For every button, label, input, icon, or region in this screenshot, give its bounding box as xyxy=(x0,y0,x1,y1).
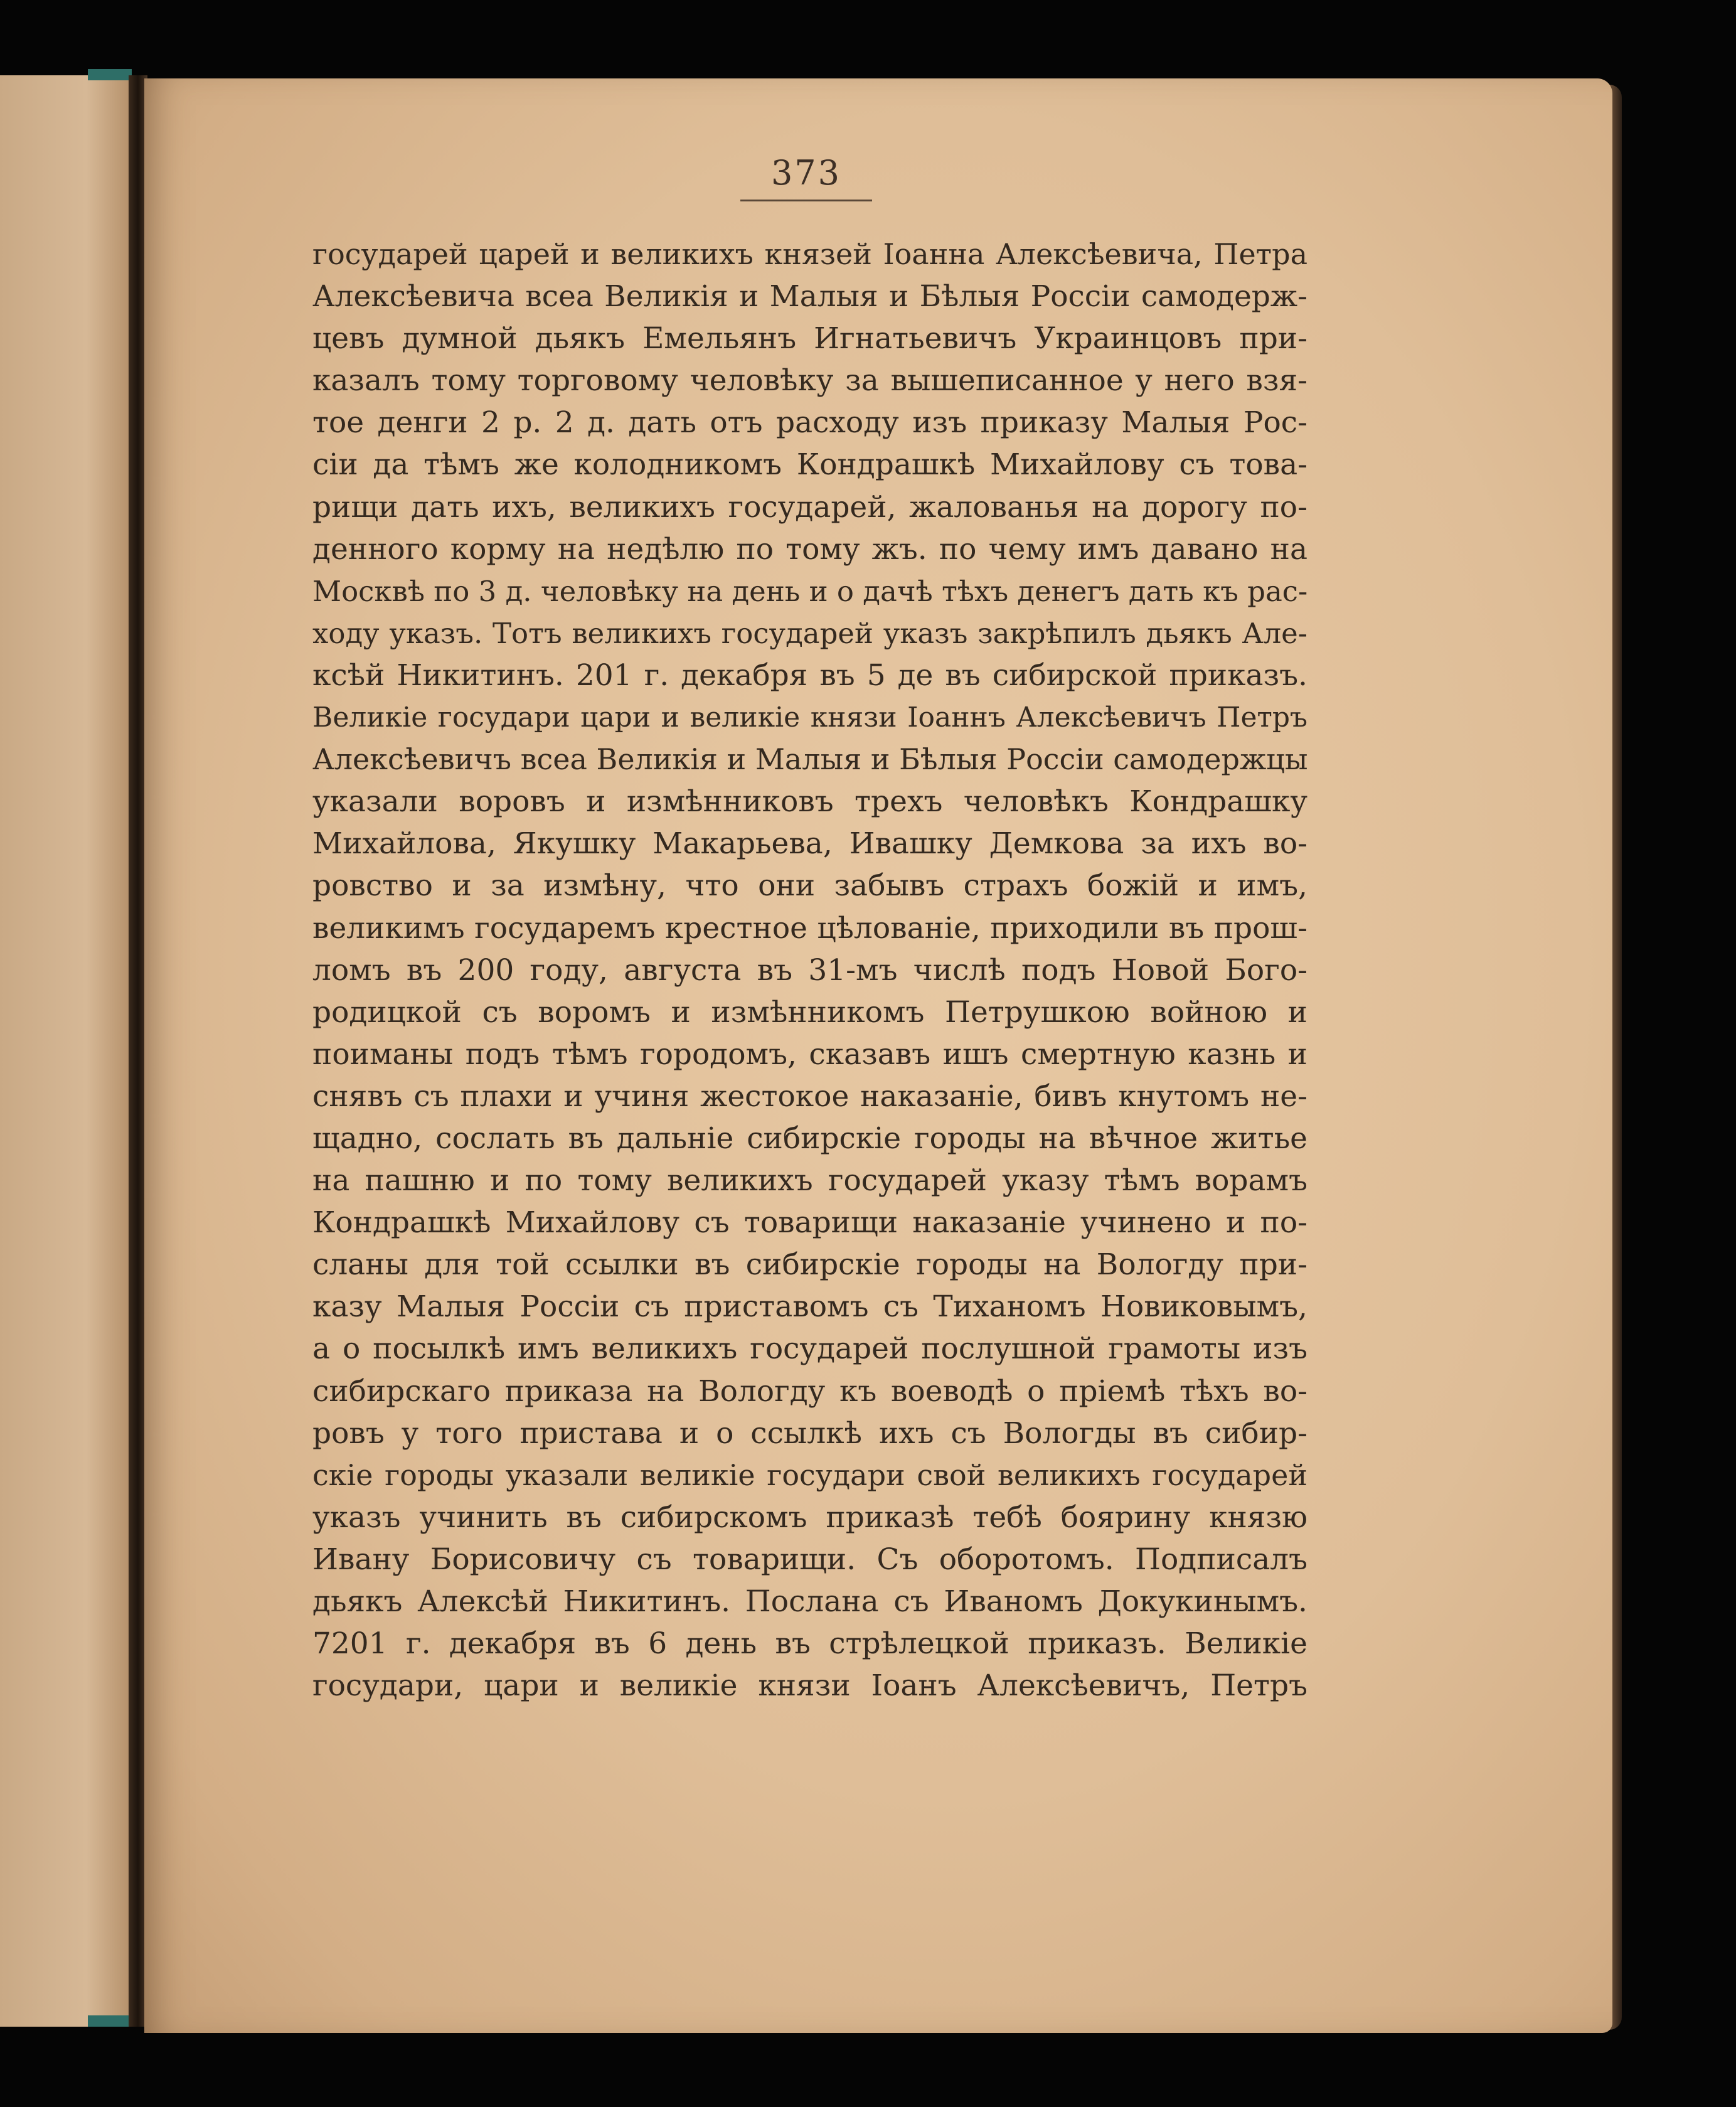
text-line: Алексѣевичъ всеа Великія и Малыя и Бѣлыя Россіи самодержцы xyxy=(312,742,1308,777)
text-line: ходу указъ. Тотъ великихъ государей указъ закрѣпилъ дьякъ Але- xyxy=(312,616,1307,650)
text-line: цевъ думной дьякъ Емельянъ Игнатьевичъ Украинцовъ при- xyxy=(312,321,1307,356)
text-line: 7201 г. декабря въ 6 день въ стрѣлецкой приказъ. Великіе xyxy=(312,1626,1307,1662)
text-line: поиманы подъ тѣмъ городомъ, сказавъ ишъ смертную казнь и xyxy=(312,1037,1307,1072)
text-line: дьякъ Алексѣй Никитинъ. Послана съ Иваномъ Докукинымъ. xyxy=(312,1584,1307,1619)
spine-cloth-top xyxy=(88,69,132,80)
spine-cloth-bottom xyxy=(88,2015,132,2027)
text-line: снявъ съ плахи и учиня жестокое наказаніе, бивъ кнутомъ не- xyxy=(312,1079,1307,1114)
text-line: государи, цари и великіе князи Іоанъ Алексѣевичъ, Петръ xyxy=(312,1668,1307,1704)
text-line: сланы для той ссылки въ сибирскіе городы на Вологду при- xyxy=(312,1247,1307,1283)
text-line: казалъ тому торговому человѣку за вышеписанное у него взя- xyxy=(312,363,1307,398)
text-line: государей царей и великихъ князей Іоанна Алексѣевича, Петра xyxy=(312,237,1307,271)
text-line: сіи да тѣмъ же колодникомъ Кондрашкѣ Михайлову съ това- xyxy=(312,447,1307,483)
text-line: Кондрашкѣ Михайлову съ товарищи наказаніе учинено и по- xyxy=(312,1205,1307,1240)
page-number-rule xyxy=(740,200,872,201)
page-number: 373 xyxy=(770,153,842,193)
text-line: на пашню и по тому великихъ государей указу тѣмъ ворамъ xyxy=(312,1163,1307,1198)
text-line: Москвѣ по 3 д. человѣку на день и о дачѣ тѣхъ денегъ дать къ рас- xyxy=(312,574,1308,608)
text-line: а о посылкѣ имъ великихъ государей послушной грамоты изъ xyxy=(312,1331,1307,1367)
text-line: рищи дать ихъ, великихъ государей, жалованья на дорогу по- xyxy=(312,489,1307,525)
text-line: Алексѣевича всеа Великія и Малыя и Бѣлыя Россіи самодерж- xyxy=(312,279,1307,314)
text-line: родицкой съ воромъ и измѣнникомъ Петрушкою войною и xyxy=(312,995,1307,1030)
text-line: ксѣй Никитинъ. 201 г. декабря въ 5 де въ сибирской приказъ. xyxy=(312,658,1307,693)
text-line: ломъ въ 200 году, августа въ 31-мъ числѣ подъ Новой Бого- xyxy=(312,952,1307,988)
body-text xyxy=(312,233,1307,1707)
text-line: указали воровъ и измѣнниковъ трехъ человѣкъ Кондрашку xyxy=(312,784,1307,819)
text-line: тое денги 2 р. 2 д. дать отъ расходу изъ приказу Малыя Рос- xyxy=(312,405,1307,440)
text-line: Ивану Борисовичу съ товарищи. Съ оборотомъ. Подписалъ xyxy=(312,1542,1307,1577)
text-line: указъ учинить въ сибирскомъ приказѣ тебѣ боярину князю xyxy=(312,1500,1307,1535)
text-line: щадно, сослать въ дальніе сибирскіе городы на вѣчное житье xyxy=(312,1121,1307,1156)
text-line: сибирскаго приказа на Вологду къ воеводѣ о пріемѣ тѣхъ во- xyxy=(312,1374,1307,1409)
text-line: Великіе государи цари и великіе князи Іоаннъ Алексѣевичъ Петръ xyxy=(312,701,1307,734)
text-line: ровство и за измѣну, что они забывъ страхъ божій и имъ, xyxy=(312,868,1307,904)
text-line: Михайлова, Якушку Макарьева, Ивашку Демкова за ихъ во- xyxy=(312,826,1307,861)
text-line: денного корму на недѣлю по тому жъ. по чему имъ давано на xyxy=(312,531,1307,567)
text-line: казу Малыя Россіи съ приставомъ съ Тиханомъ Новиковымъ, xyxy=(312,1289,1307,1325)
left-page-edge xyxy=(0,75,144,2027)
text-line: скіе городы указали великіе государи свой великихъ государей xyxy=(312,1458,1307,1492)
text-line: великимъ государемъ крестное цѣлованіе, приходили въ прош- xyxy=(312,910,1307,946)
text-line: ровъ у того пристава и о ссылкѣ ихъ съ Вологды въ сибир- xyxy=(312,1416,1307,1451)
